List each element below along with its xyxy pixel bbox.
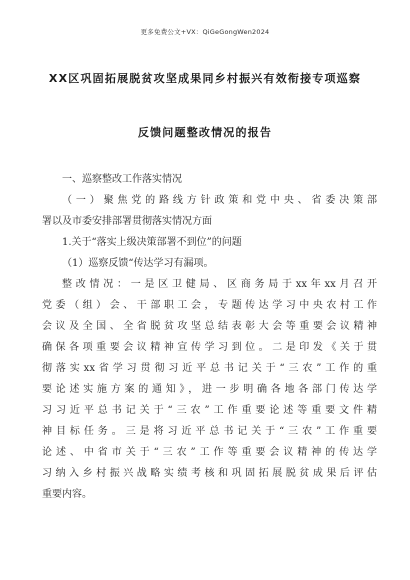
paragraph-line: 要论述实施方案的通知》，进一步明确各地各部门传达学 <box>42 384 377 395</box>
paragraph-line: 重要内容。 <box>42 489 92 500</box>
paragraph-line: 确保各项重要会议精神宣传学习到位。二是印发《关于贯 <box>42 342 377 353</box>
paragraph-line: 习纳入乡村振兴战略实绩考核和巩固拓展脱贫成果后评估 <box>42 468 377 479</box>
item-heading: 1.关于“落实上级决策部署不到位”的问题 <box>62 237 242 248</box>
document-title-line-2: 反馈问题整改情况的报告 <box>137 126 273 139</box>
paragraph-line: 习习近平总书记关于“三农”工作重要论述等重要文件精 <box>42 405 377 416</box>
subsection-heading-line-2: 署以及市委安排部署贯彻落实情况方面 <box>42 216 212 227</box>
paragraph-line: 党委（组）会、干部职工会，专题传达学习中央农村工作 <box>42 300 377 311</box>
paragraph-line: 论述、中省市关于“三农”工作等重要会议精神的传达学 <box>42 447 377 458</box>
paragraph-line: 会议及全国、全省脱贫攻坚总结表彰大会等重要会议精神 <box>42 321 377 332</box>
document-title-line-1: XX区巩固拓展脱贫攻坚成果同乡村振兴有效衔接专项巡察 <box>48 72 362 85</box>
paragraph-line: 整改情况：一是区卫健局、区商务局于xx年xx月召开 <box>62 279 377 290</box>
section-heading: 一、巡察整改工作落实情况 <box>62 174 182 185</box>
paragraph-line: 彻落实xx省学习贯彻习近平总书记关于“三农”工作的重 <box>42 363 377 374</box>
header-note: 更多免费公文+VX：QiGeGongWen2024 <box>140 28 270 36</box>
paragraph-line: 神目标任务。三是将习近平总书记关于“三农”工作重要 <box>42 426 377 437</box>
subsection-heading-line-1: （一）聚焦党的路线方针政策和党中央、省委决策部 <box>62 195 377 206</box>
item-subheading: （1）巡察反馈“传达学习有漏项。 <box>62 258 214 269</box>
